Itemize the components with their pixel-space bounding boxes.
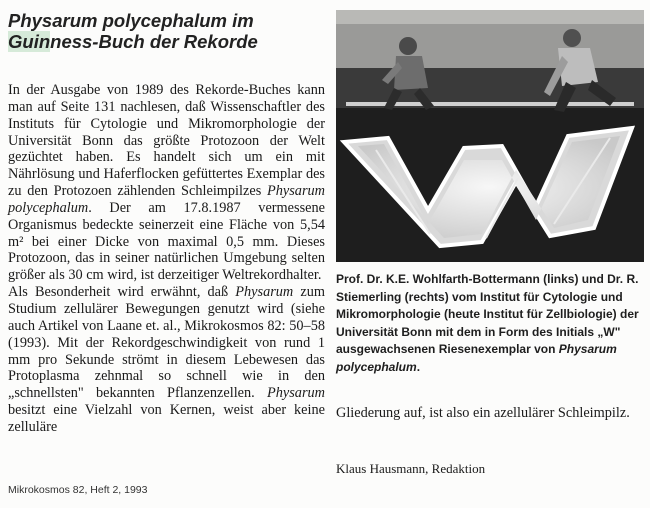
species-name: Physarum polycephalum [8, 183, 325, 216]
title-line-1: Physarum polycephalum im [8, 10, 254, 31]
photo [336, 10, 644, 262]
caption-end: . [416, 359, 421, 374]
genus-name: Physarum [235, 284, 294, 301]
para2-text-c: besitzt eine Vielzahl von Kernen, weist aber keine zelluläre [8, 402, 325, 435]
para1-text-b: . Der am 17.8.1987 vermessene Organismus bedeckte seinerzeit eine Fläche von 5,54 m² bei einer Dicke von maximal 0,5 mm. Dieses Protozoon, das in seiner natürlichen Umgebung selten größer als 30 cm wird, ist derzeitiger Weltrekordhalter. [8, 199, 325, 284]
genus-name: Physarum [267, 385, 325, 402]
article-title [8, 10, 328, 52]
continuation-paragraph: Gliederung auf, ist also ein azellulärer Schleimpilz. [336, 405, 630, 421]
left-column [8, 82, 325, 436]
para2-text-a: Als Besonderheit wird erwähnt, daß [8, 284, 236, 301]
figure-caption [336, 271, 646, 377]
paragraph-1 [8, 82, 325, 284]
title-line-2 [8, 31, 328, 52]
journal-footer: Mikrokosmos 82, Heft 2, 1993 [8, 484, 148, 496]
title-highlight: Guin [8, 31, 51, 52]
paragraph-2 [8, 284, 325, 436]
title-line-2-rest: ness-Buch der Rekorde [50, 31, 258, 52]
caption-text: Prof. Dr. K.E. Wohlfarth-Bottermann (links) und Dr. R. Stiemerling (rechts) vom Institut für Cytologie und Mikromorphologie (heute Institut für Zellbiologie) der Universität Bonn mit dem in Form des Initials „W" ausgewachsenen Riesenexemplar von [336, 272, 639, 357]
caption-species: Physarum polycephalum [336, 342, 617, 374]
para1-text-a: In der Ausgabe von 1989 des Rekorde-Buches kann man auf Seite 131 nachlesen, daß Wissenschaftler des Instituts für Cytologie und Mikromorphologie der Universität Bonn das größte Protozoon der Welt gezüchtet haben. Es handelt sich um ein mit Nährlösung und Haferflocken gefüttertes Exemplar des zu den Protozoen zählenden Schleimpilzes [8, 82, 325, 200]
para2-text-b: zum Studium zellulärer Bewegungen genutzt wird (siehe auch Artikel von Laane et. al., Mikrokosmos 82: 50–58 (1993). Mit der Rekordgeschwindigkeit von rund 1 mm pro Sekunde strömt in diesem Lebewesen das Protoplasma zehnmal so schnell wie in den „schnellsten" bekannten Pflanzenzellen. [8, 284, 325, 402]
author-signature: Klaus Hausmann, Redaktion [336, 461, 486, 476]
